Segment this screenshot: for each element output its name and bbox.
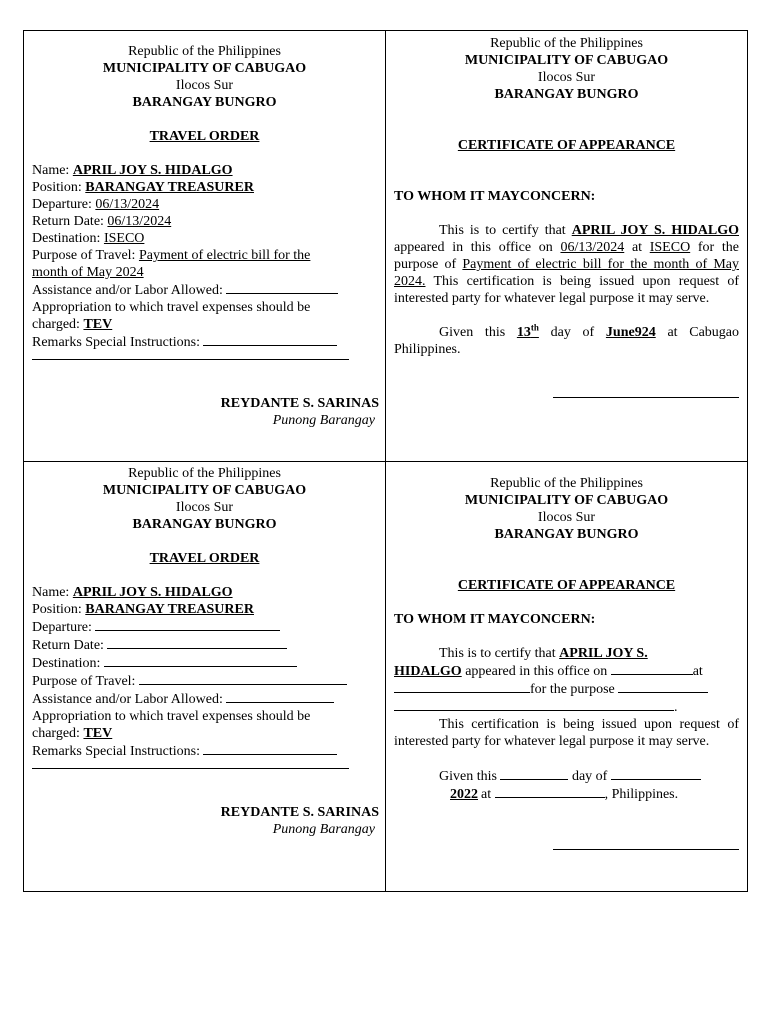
purpose-blank <box>139 672 347 685</box>
purpose-row-2 <box>32 264 377 281</box>
name-row: Name: APRIL JOY S. HIDALGO <box>32 163 233 178</box>
certificate-2 <box>394 475 739 850</box>
purpose-value-1: Payment of electric bill for the <box>138 248 311 263</box>
date-value: 06/13/2024 <box>560 240 625 255</box>
departure-row: Departure: 06/13/2024 <box>32 197 160 212</box>
province-line: Ilocos Sur <box>175 500 234 515</box>
given-paragraph: Given this 13th day of June924 at Cabugao Philippines. <box>394 322 740 357</box>
signatory-title: Punong Barangay <box>272 822 375 837</box>
name-row: Name: APRIL JOY S. HIDALGO <box>32 585 233 600</box>
certificate-title: CERTIFICATE OF APPEARANCE <box>457 138 676 153</box>
province-line: Ilocos Sur <box>175 78 234 93</box>
position-value: BARANGAY TREASURER <box>85 180 254 195</box>
province-line: Ilocos Sur <box>537 510 596 525</box>
name-value-2: HIDALGO <box>394 664 462 679</box>
place-blank-2 <box>495 785 605 798</box>
assistance-row: Assistance and/or Labor Allowed: <box>32 690 377 708</box>
certify-line-3: for the purpose <box>394 680 739 698</box>
name-value: APRIL JOY S. HIDALGO <box>571 223 739 238</box>
purpose-blank-2 <box>394 698 674 711</box>
travel-order-title: TRAVEL ORDER <box>149 129 260 144</box>
certify-line-4: . <box>394 698 739 716</box>
purpose-row: Purpose of Travel: <box>32 672 377 690</box>
return-date-row: Return Date: 06/13/2024 <box>32 214 172 229</box>
destination-row: Destination: <box>32 654 377 672</box>
destination-blank <box>104 654 297 667</box>
return-date-blank <box>107 636 287 649</box>
certify-line-1: This is to certify that APRIL JOY S. <box>439 646 648 661</box>
province-line: Ilocos Sur <box>537 70 596 85</box>
signatory-name: REYDANTE S. SARINAS <box>220 396 379 411</box>
barangay-line: BARANGAY BUNGRO <box>494 87 639 102</box>
horizontal-divider <box>24 461 747 462</box>
position-row: Position: BARANGAY TREASURER <box>32 180 254 195</box>
certificate-title: CERTIFICATE OF APPEARANCE <box>457 578 676 593</box>
destination-value: ISECO <box>103 231 145 246</box>
remarks-row: Remarks Special Instructions: <box>32 742 377 760</box>
certify-paragraph: This is to certify that APRIL JOY S. HIDALGO appeared in this office on 06/13/2024 at ISECO for the purpose of Payment of electric bill for the month of May 2024. This certification is being issued upon request of interested party for whatever legal purpose it may serve. <box>394 223 739 306</box>
municipality-line: MUNICIPALITY OF CABUGAO <box>102 61 307 76</box>
charged-value: TEV <box>83 317 113 332</box>
remarks-blank <box>203 333 337 346</box>
departure-row: Departure: <box>32 618 377 636</box>
signature-line <box>553 396 739 398</box>
salutation: TO WHOM IT MAYCONCERN: <box>394 612 596 627</box>
destination-row: Destination: ISECO <box>32 231 145 246</box>
signatory-title: Punong Barangay <box>272 413 375 428</box>
remarks-blank-line <box>32 760 349 769</box>
name-value: APRIL JOY S. HIDALGO <box>72 163 233 178</box>
barangay-line: BARANGAY BUNGRO <box>132 95 277 110</box>
place-value: ISECO <box>649 240 691 255</box>
signatory-name: REYDANTE S. SARINAS <box>220 805 379 820</box>
given-line-1: Given this day of <box>394 767 739 785</box>
charged-value: TEV <box>83 726 113 741</box>
date-blank <box>611 662 693 675</box>
assistance-blank <box>226 281 338 294</box>
year-value: 2022 <box>450 787 478 802</box>
travel-order-2 <box>32 465 377 838</box>
document-grid <box>23 30 748 892</box>
signature-line <box>553 848 739 850</box>
departure-value: 06/13/2024 <box>95 197 160 212</box>
charged-row: charged: TEV <box>32 726 113 741</box>
appropriation-row: Appropriation to which travel expenses should be <box>32 709 311 724</box>
return-date-value: 06/13/2024 <box>107 214 172 229</box>
remarks-blank <box>203 742 337 755</box>
republic-line: Republic of the Philippines <box>490 36 643 51</box>
municipality-line: MUNICIPALITY OF CABUGAO <box>464 53 669 68</box>
given-line-2: 2022 at , Philippines. <box>394 785 739 803</box>
position-row: Position: BARANGAY TREASURER <box>32 602 254 617</box>
purpose-row: Purpose of Travel: Payment of electric bill for the <box>32 248 311 263</box>
position-value: BARANGAY TREASURER <box>85 602 254 617</box>
republic-line: Republic of the Philippines <box>490 476 643 491</box>
purpose-blank <box>618 680 708 693</box>
purpose-value: Payment of electric bill for the month of May 2024. <box>394 257 739 289</box>
barangay-line: BARANGAY BUNGRO <box>494 527 639 542</box>
name-value-1: APRIL JOY S. <box>559 646 648 661</box>
appropriation-row: Appropriation to which travel expenses should be <box>32 300 311 315</box>
day-blank <box>500 767 568 780</box>
day-value: 13th <box>516 322 539 340</box>
name-value: APRIL JOY S. HIDALGO <box>72 585 233 600</box>
month-value: June924 <box>605 325 656 340</box>
travel-order-1 <box>32 43 377 429</box>
republic-line: Republic of the Philippines <box>128 44 281 59</box>
return-date-row: Return Date: <box>32 636 377 654</box>
certify-line-2: HIDALGO appeared in this office on at <box>394 664 703 679</box>
barangay-line: BARANGAY BUNGRO <box>132 517 277 532</box>
republic-line: Republic of the Philippines <box>128 466 281 481</box>
remarks-blank-line <box>32 351 349 360</box>
certification-paragraph: This certification is being issued upon request of interested party for whatever legal purpose it may serve. <box>394 717 739 749</box>
travel-order-title: TRAVEL ORDER <box>149 551 260 566</box>
municipality-line: MUNICIPALITY OF CABUGAO <box>464 493 669 508</box>
month-blank <box>611 767 701 780</box>
departure-blank <box>95 618 280 631</box>
salutation: TO WHOM IT MAYCONCERN: <box>394 189 596 204</box>
assistance-blank <box>226 690 334 703</box>
municipality-line: MUNICIPALITY OF CABUGAO <box>102 483 307 498</box>
remarks-row: Remarks Special Instructions: <box>32 333 377 351</box>
charged-row: charged: TEV <box>32 317 113 332</box>
place-blank <box>394 680 530 693</box>
purpose-value-2: month of May 2024 <box>32 265 144 280</box>
certificate-1 <box>394 35 739 398</box>
assistance-row: Assistance and/or Labor Allowed: <box>32 281 377 299</box>
